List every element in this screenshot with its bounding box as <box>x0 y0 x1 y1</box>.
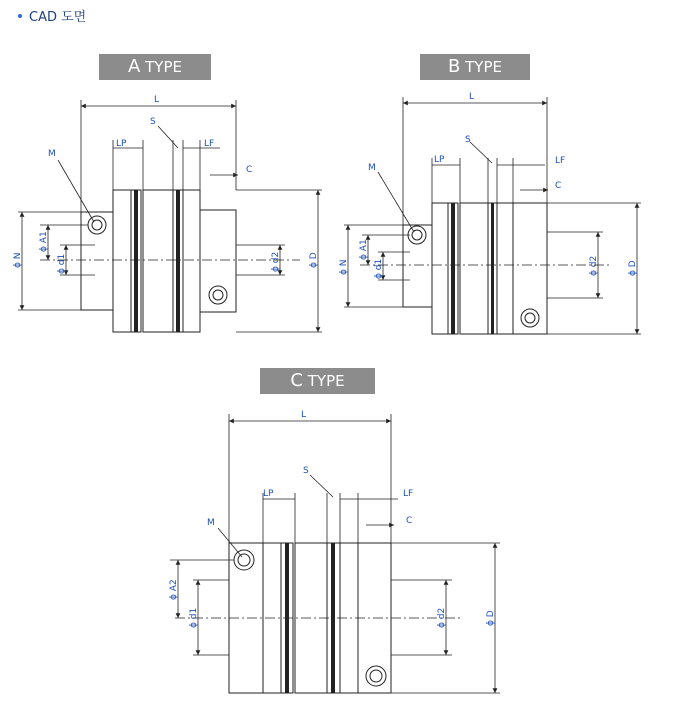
a-label-C: C <box>246 165 253 175</box>
a-label-N: ϕ N <box>13 252 23 268</box>
c-label-C: C <box>406 516 413 526</box>
type-b-suffix: TYPE <box>465 58 502 76</box>
type-c-letter: C <box>290 370 303 391</box>
a-label-LP: LP <box>116 139 127 149</box>
type-c-suffix: TYPE <box>307 372 345 390</box>
b-label-d2: ϕ d2 <box>589 255 599 276</box>
b-label-C: C <box>555 181 562 191</box>
a-label-S: S <box>150 117 156 127</box>
c-label-S: S <box>303 466 309 476</box>
type-a-letter: A <box>128 56 141 77</box>
b-label-A1: ϕ A1 <box>359 239 369 260</box>
type-a-suffix: TYPE <box>145 58 182 76</box>
b-label-d1: ϕ d1 <box>374 258 384 279</box>
a-label-d1: ϕ d1 <box>57 253 67 274</box>
a-label-LF: LF <box>204 139 215 149</box>
a-label-d2: ϕ d2 <box>271 251 281 272</box>
drawing-type-b <box>339 92 641 334</box>
a-label-M: M <box>48 149 56 159</box>
c-label-LF: LF <box>403 489 414 499</box>
c-label-d1: ϕ d1 <box>189 607 199 628</box>
c-label-D: ϕ D <box>486 610 496 626</box>
a-label-A1: ϕ A1 <box>39 231 49 252</box>
b-label-S: S <box>465 135 471 145</box>
c-label-d2: ϕ d2 <box>437 607 447 628</box>
c-label-M: M <box>207 518 215 528</box>
drawing-type-c <box>169 410 500 693</box>
c-label-LP: LP <box>263 489 274 499</box>
b-label-L: L <box>469 92 475 102</box>
type-b-letter: B <box>448 56 461 77</box>
section-title: CAD 도면 <box>29 10 87 25</box>
b-label-D: ϕ D <box>628 260 638 276</box>
a-label-L: L <box>154 95 160 105</box>
c-label-L: L <box>301 410 307 420</box>
c-label-A2: ϕ A2 <box>169 579 179 600</box>
drawing-type-a <box>13 95 322 332</box>
a-label-D: ϕ D <box>309 252 319 268</box>
b-label-LP: LP <box>434 155 445 165</box>
b-label-LF: LF <box>555 156 566 166</box>
b-label-M: M <box>368 163 376 173</box>
b-label-N: ϕ N <box>339 259 349 275</box>
